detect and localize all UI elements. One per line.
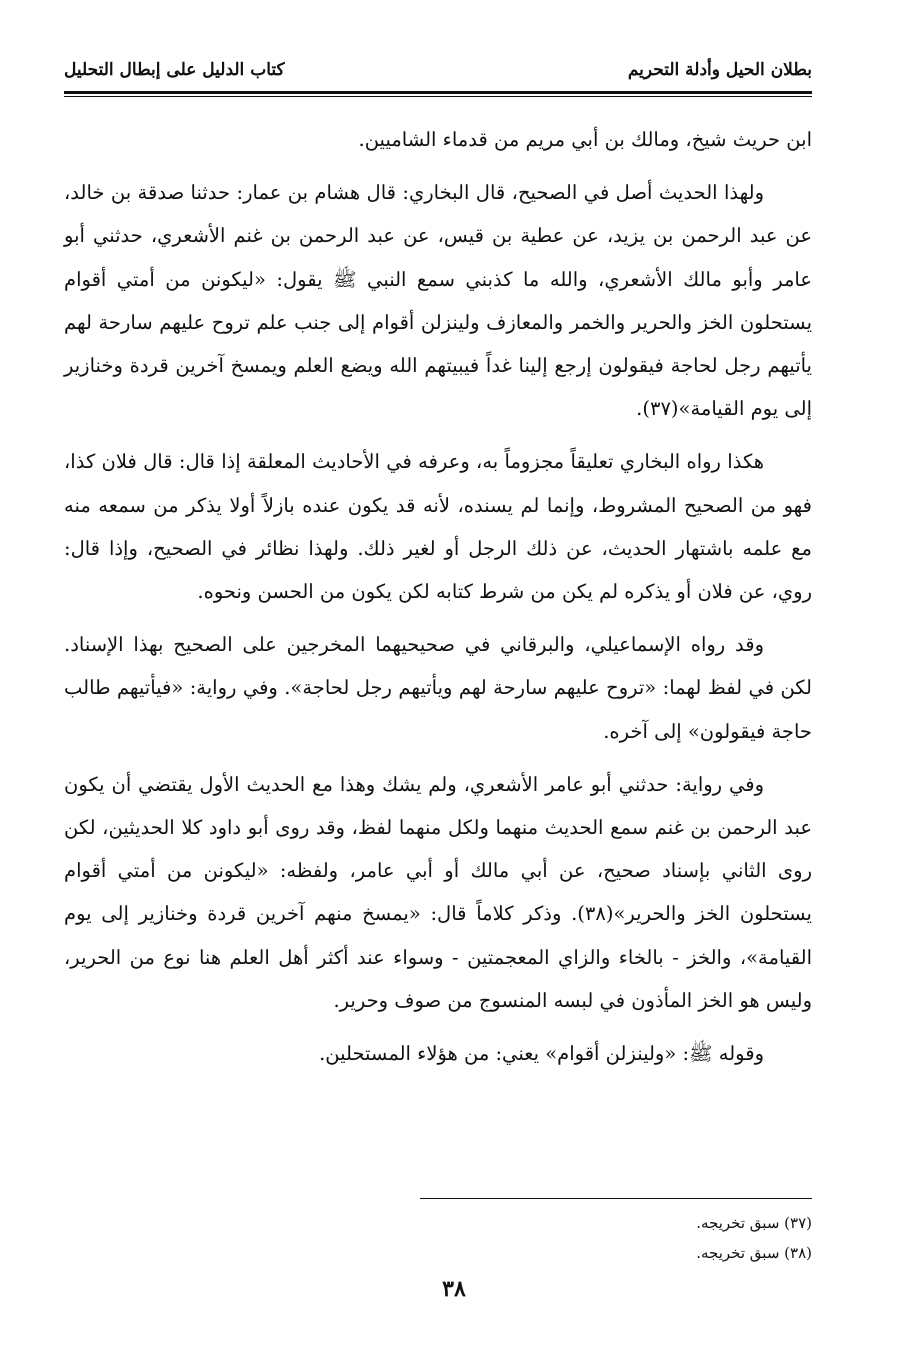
footnote-38: (٣٨) سبق تخريجه.	[696, 1244, 812, 1262]
paragraph-2: ولهذا الحديث أصل في الصحيح، قال البخاري: قال هشام بن عمار: حدثنا صدقة بن خالد، عن عبد الرحمن بن يزيد، عن عطية بن قيس، عن عبد الرحمن بن غنم الأشعري، حدثني أبو عامر وأبو مالك الأشعري، والله ما كذبني سمع النبي ﷺ يقول: «ليكونن من أمتي أقوام يستحلون الخز والحرير والخمر والمعازف ولينزلن أقوام إلى جنب علم تروح عليهم سارحة لهم يأتيهم رجل لحاجة فيقولون إرجع إلينا غداً فيبيتهم الله ويضع العلم ويمسخ آخرين قردة وخنازير إلى يوم القيامة»(٣٧).	[64, 181, 812, 421]
header-rule-thick	[64, 91, 812, 94]
footnote-37: (٣٧) سبق تخريجه.	[696, 1214, 812, 1232]
paragraph-5: وفي رواية: حدثني أبو عامر الأشعري، ولم يشك وهذا مع الحديث الأول يقتضي أن يكون عبد الرحمن بن غنم سمع الحديث منهما ولكل منهما لفظ، وقد روى أبو داود كلا الحديثين، لكن روى الثاني بإسناد صحيح، عن أبي مالك أو أبي عامر، ولفظه: «ليكونن من أمتي أقوام يستحلون الخز والحرير»(٣٨). وذكر كلاماً قال: «يمسخ منهم آخرين قردة وخنازير إلى يوم القيامة»، والخز - بالخاء والزاي المعجمتين - وسواء عند أكثر أهل العلم هنا نوع من الحرير، وليس هو الخز المأذون في لبسه المنسوج من صوف وحرير.	[64, 772, 812, 1012]
paragraph-1: ابن حريث شيخ، ومالك بن أبي مريم من قدماء الشاميين.	[358, 128, 812, 151]
paragraph-4: وقد رواه الإسماعيلي، والبرقاني في صحيحيهما المخرجين على الصحيح بهذا الإسناد. لكن في لفظ لهما: «تروح عليهم سارحة لهم ويأتيهم رجل لحاجة». وفي رواية: «فيأتيهم طالب حاجة فيقولون» إلى آخره.	[64, 633, 812, 743]
main-text	[64, 118, 812, 1075]
header-left-title: كتاب الدليل على إبطال التحليل	[64, 60, 285, 80]
footnote-rule	[420, 1198, 812, 1199]
running-header	[64, 52, 812, 86]
header-rule-thin	[64, 96, 812, 97]
paragraph-6: وقوله ﷺ: «ولينزلن أقوام» يعني: من هؤلاء المستحلين.	[319, 1042, 764, 1066]
footnotes	[64, 1208, 812, 1268]
header-right-title: بطلان الحيل وأدلة التحريم	[627, 60, 812, 80]
page-number: ٣٨	[442, 1276, 466, 1302]
paragraph-3: هكذا رواه البخاري تعليقاً مجزوماً به، وعرفه في الأحاديث المعلقة إذا قال: قال فلان كذا، فهو من الصحيح المشروط، وإنما لم يسنده، لأنه قد يكون عنده بازلاً أولا يذكر من سمعه منه مع علمه باشتهار الحديث، عن ذلك الرجل أو لغير ذلك. ولهذا نظائر في الصحيح، وإذا قال: روي، عن فلان أو يذكره لم يكن من شرط كتابه لكن يكون من الحسن ونحوه.	[64, 450, 812, 604]
